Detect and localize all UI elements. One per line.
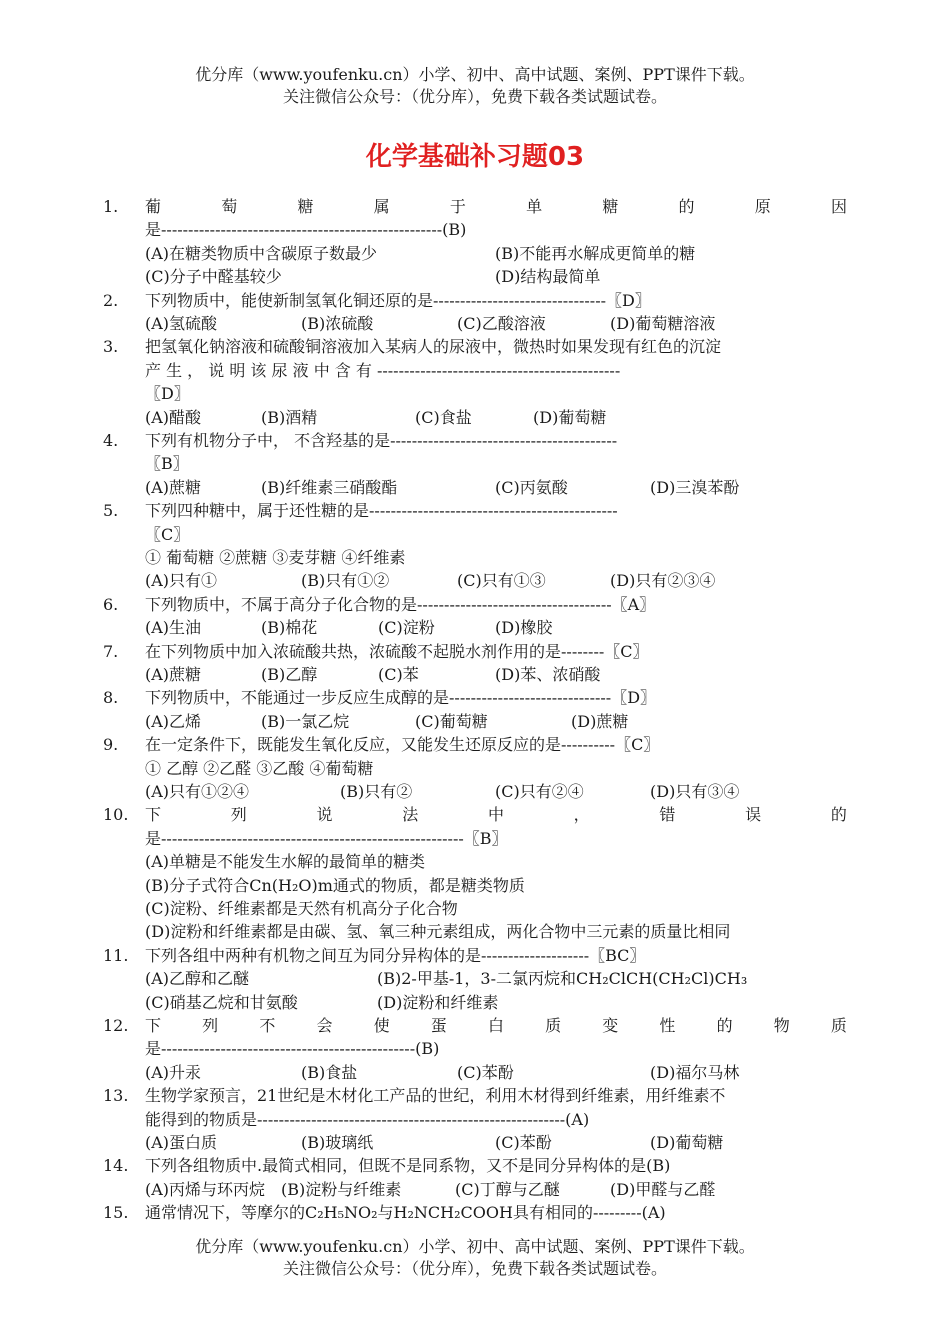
question-number: 1. bbox=[103, 197, 119, 216]
option: (C)苯酚 bbox=[457, 1062, 514, 1082]
stem-word: 质 bbox=[545, 1016, 562, 1036]
option: (B)食盐 bbox=[301, 1062, 358, 1082]
answer-line: 〖D〗 bbox=[145, 384, 190, 404]
option: (B)一氯乙烷 bbox=[261, 711, 350, 731]
stem-word: 葡 bbox=[145, 197, 162, 216]
options-row bbox=[145, 780, 847, 803]
question-stem: 生物学家预言，21世纪是木材化工产品的世纪，利用木材得到纤维素，用纤维素不 bbox=[145, 1086, 726, 1106]
stem-word: 白 bbox=[487, 1016, 504, 1036]
stem-word: 蛋 bbox=[430, 1016, 447, 1036]
option: (C)淀粉 bbox=[378, 618, 435, 638]
option-line: (D)淀粉和纤维素都是由碳、氢、氧三种元素组成，两化合物中三元素的质量比相同 bbox=[145, 922, 731, 942]
options-row bbox=[145, 265, 847, 288]
stem-word: 于 bbox=[449, 197, 466, 216]
question-number: 7. bbox=[103, 641, 119, 661]
option: (C)丁醇与乙醚 bbox=[455, 1179, 560, 1199]
option: (D)甲醛与乙醛 bbox=[610, 1179, 716, 1199]
option: (A)在糖类物质中含碳原子数最少 bbox=[145, 243, 378, 263]
options-row bbox=[145, 569, 847, 592]
option: (D)三溴苯酚 bbox=[650, 477, 740, 497]
stem-word: 误 bbox=[745, 805, 762, 825]
question-number: 6. bbox=[103, 594, 119, 614]
options-row bbox=[145, 312, 847, 335]
question-number: 15. bbox=[103, 1203, 129, 1223]
stem-word: 法 bbox=[402, 805, 419, 825]
option: (D)蔗糖 bbox=[571, 711, 629, 731]
options-row bbox=[145, 967, 847, 990]
question-item bbox=[103, 803, 847, 943]
question-number: 13. bbox=[103, 1086, 129, 1106]
question-stem-continued: 产 生 ， 说 明 该 尿 液 中 含 有 --------------------------------------------- bbox=[145, 360, 621, 380]
option: (B)纤维素三硝酸酯 bbox=[261, 477, 398, 497]
option: (D)葡萄糖 bbox=[650, 1133, 724, 1153]
option: (A)醋酸 bbox=[145, 407, 202, 427]
stem-word: 使 bbox=[373, 1016, 390, 1036]
question-number: 4. bbox=[103, 431, 119, 450]
option: (B)乙醇 bbox=[261, 665, 318, 685]
answer-line: 是----------------------------------------------------(B) bbox=[145, 220, 467, 240]
options-row bbox=[145, 242, 847, 265]
question-number: 14. bbox=[103, 1156, 129, 1176]
page-title: 化学基础补习题03 bbox=[365, 142, 585, 172]
stem-word: 单 bbox=[526, 197, 543, 216]
stem-word: 的 bbox=[716, 1016, 733, 1036]
answer-line: 是-----------------------------------------------(B) bbox=[145, 1039, 440, 1059]
stem-word: 下 bbox=[145, 805, 162, 825]
options-row bbox=[145, 406, 847, 429]
option: (A)氢硫酸 bbox=[145, 314, 218, 333]
footer-line-1: 优分库（www.youfenku.cn）小学、初中、高中试题、案例、PPT课件下载。 bbox=[195, 1237, 755, 1256]
stem-word: 因 bbox=[830, 197, 847, 216]
answer-line: 〖B〗 bbox=[145, 454, 189, 474]
question-stem bbox=[145, 803, 847, 826]
option: (B)2-甲基-1，3-二氯丙烷和CH₂ClCH(CH₂Cl)CH₃ bbox=[377, 969, 748, 989]
question-item bbox=[103, 686, 847, 733]
question-stem: 下列四种糖中，属于还性糖的是---------------------------------------------- bbox=[145, 501, 618, 521]
stem-word: 属 bbox=[373, 197, 390, 216]
question-item bbox=[103, 733, 847, 803]
question-stem: 下列各组物质中.最简式相同，但既不是同系物，又不是同分异构体的是(B) bbox=[145, 1156, 671, 1176]
option: (A)丙烯与环丙烷 bbox=[145, 1179, 266, 1199]
stem-word: 列 bbox=[230, 805, 247, 825]
stem-word: 列 bbox=[202, 1016, 219, 1036]
option: (A)蔗糖 bbox=[145, 665, 202, 685]
option: (D)葡萄糖溶液 bbox=[610, 314, 716, 333]
question-stem: 下列物质中，不能通过一步反应生成醇的是------------------------------〖D〗 bbox=[145, 688, 657, 708]
stem-word: 下 bbox=[145, 1016, 162, 1036]
options-row bbox=[145, 616, 847, 639]
option: (B)酒精 bbox=[261, 407, 318, 427]
question-number: 10. bbox=[103, 805, 129, 825]
answer-line: 是--------------------------------------------------------〖B〗 bbox=[145, 828, 508, 848]
question-stem: 在一定条件下，既能发生氧化反应，又能发生还原反应的是----------〖C〗 bbox=[145, 735, 660, 755]
item-list: ① 葡萄糖 ②蔗糖 ③麦芽糖 ④纤维素 bbox=[145, 548, 406, 568]
question-item bbox=[103, 640, 847, 687]
question-stem: 下列物质中，不属于高分子化合物的是------------------------------------〖A〗 bbox=[145, 594, 656, 614]
option-line: (B)分子式符合Cn(H₂O)m通式的物质，都是糖类物质 bbox=[145, 875, 525, 895]
question-item bbox=[103, 289, 847, 336]
option: (C)乙酸溶液 bbox=[457, 314, 546, 333]
option: (C)苯酚 bbox=[495, 1133, 552, 1153]
question-stem: 把氢氧化钠溶液和硫酸铜溶液加入某病人的尿液中，微热时如果发现有红色的沉淀 bbox=[145, 337, 722, 357]
answer-line: 〖C〗 bbox=[145, 524, 190, 544]
option: (B)玻璃纸 bbox=[301, 1133, 374, 1153]
options-row bbox=[145, 710, 847, 733]
option: (C)食盐 bbox=[415, 407, 472, 427]
question-number: 11. bbox=[103, 945, 129, 965]
option-line: (C)淀粉、纤维素都是天然有机高分子化合物 bbox=[145, 899, 458, 919]
stem-word: 的 bbox=[678, 197, 695, 216]
stem-word: 糖 bbox=[602, 197, 619, 216]
option: (A)蛋白质 bbox=[145, 1133, 218, 1153]
options-row bbox=[145, 476, 847, 499]
stem-word: 的 bbox=[830, 805, 847, 825]
options-row bbox=[145, 1178, 847, 1201]
option-line: (A)单糖是不能发生水解的最简单的糖类 bbox=[145, 852, 426, 872]
option: (D)只有②③④ bbox=[610, 571, 716, 591]
stem-word: 中 bbox=[487, 805, 504, 825]
stem-word: 糖 bbox=[297, 197, 314, 216]
options-row bbox=[145, 1061, 847, 1084]
option: (D)橡胶 bbox=[495, 618, 553, 638]
stem-word: 说 bbox=[316, 805, 333, 825]
question-number: 8. bbox=[103, 688, 119, 708]
question-number: 9. bbox=[103, 735, 119, 755]
question-stem: 通常情况下，等摩尔的C₂H₅NO₂与H₂NCH₂COOH具有相同的---------(A) bbox=[145, 1203, 666, 1223]
option: (A)生油 bbox=[145, 618, 202, 638]
stem-word: 原 bbox=[754, 197, 771, 216]
option: (A)只有① bbox=[145, 571, 218, 591]
question-list bbox=[103, 195, 847, 1225]
question-item bbox=[103, 1201, 847, 1224]
question-number: 5. bbox=[103, 501, 119, 521]
option: (B)浓硫酸 bbox=[301, 314, 374, 333]
item-list: ① 乙醇 ②乙醛 ③乙酸 ④葡萄糖 bbox=[145, 758, 374, 778]
stem-word: 错 bbox=[659, 805, 676, 825]
options-row bbox=[145, 991, 847, 1014]
option: (D)葡萄糖 bbox=[533, 407, 607, 427]
question-item bbox=[103, 593, 847, 640]
question-stem bbox=[145, 195, 847, 218]
question-item bbox=[103, 195, 847, 289]
option: (C)只有①③ bbox=[457, 571, 546, 591]
question-item bbox=[103, 335, 847, 429]
option: (B)棉花 bbox=[261, 618, 318, 638]
option: (C)硝基乙烷和甘氨酸 bbox=[145, 992, 298, 1012]
option: (D)只有③④ bbox=[650, 782, 740, 802]
question-stem: 在下列物质中加入浓硫酸共热，浓硫酸不起脱水剂作用的是--------〖C〗 bbox=[145, 641, 649, 661]
stem-word: 会 bbox=[316, 1016, 333, 1036]
option: (A)乙醇和乙醚 bbox=[145, 969, 250, 989]
option: (D)福尔马林 bbox=[650, 1062, 740, 1082]
question-stem: 下列物质中，能使新制氢氧化铜还原的是--------------------------------〖D〗 bbox=[145, 290, 651, 310]
option: (C)只有②④ bbox=[495, 782, 584, 802]
stem-word: ， bbox=[573, 805, 590, 825]
option: (A)蔗糖 bbox=[145, 477, 202, 497]
option: (B)只有② bbox=[340, 782, 413, 802]
option: (B)不能再水解成更简单的糖 bbox=[495, 243, 696, 263]
header-line-2: 关注微信公众号：（优分库），免费下载各类试题试卷。 bbox=[282, 87, 667, 106]
stem-word: 不 bbox=[259, 1016, 276, 1036]
option: (A)乙烯 bbox=[145, 711, 202, 731]
stem-word: 物 bbox=[773, 1016, 790, 1036]
question-number: 2. bbox=[103, 290, 119, 310]
question-item bbox=[103, 499, 847, 593]
options-row bbox=[145, 1131, 847, 1154]
question-number: 3. bbox=[103, 337, 119, 357]
stem-word: 变 bbox=[602, 1016, 619, 1036]
question-number: 12. bbox=[103, 1016, 129, 1036]
question-item bbox=[103, 944, 847, 1014]
option: (D)淀粉和纤维素 bbox=[377, 992, 499, 1012]
option: (D)苯、浓硝酸 bbox=[495, 665, 601, 685]
question-stem: 下列有机物分子中， 不含羟基的是------------------------------------------ bbox=[145, 431, 618, 450]
stem-word: 萄 bbox=[221, 197, 238, 216]
option: (B)淀粉与纤维素 bbox=[281, 1179, 402, 1199]
question-item bbox=[103, 429, 847, 499]
question-item bbox=[103, 1084, 847, 1154]
question-item bbox=[103, 1014, 847, 1084]
stem-word: 质 bbox=[830, 1016, 847, 1036]
question-stem bbox=[145, 1014, 847, 1037]
question-stem: 下列各组中两种有机物之间互为同分异构体的是--------------------〖BC〗 bbox=[145, 945, 646, 965]
stem-word: 性 bbox=[659, 1016, 676, 1036]
question-stem-continued: 能得到的物质是---------------------------------------------------------(A) bbox=[145, 1109, 590, 1129]
options-row bbox=[145, 663, 847, 686]
footer-line-2: 关注微信公众号：（优分库），免费下载各类试题试卷。 bbox=[282, 1259, 667, 1278]
option: (D)结构最简单 bbox=[495, 267, 601, 287]
option: (A)升汞 bbox=[145, 1062, 202, 1082]
option: (C)分子中醛基较少 bbox=[145, 267, 282, 287]
option: (C)葡萄糖 bbox=[415, 711, 488, 731]
option: (C)丙氨酸 bbox=[495, 477, 568, 497]
header-line-1: 优分库（www.youfenku.cn）小学、初中、高中试题、案例、PPT课件下载。 bbox=[195, 65, 755, 84]
option: (C)苯 bbox=[378, 665, 419, 685]
option: (A)只有①②④ bbox=[145, 782, 250, 802]
option: (B)只有①② bbox=[301, 571, 390, 591]
question-item bbox=[103, 1154, 847, 1201]
